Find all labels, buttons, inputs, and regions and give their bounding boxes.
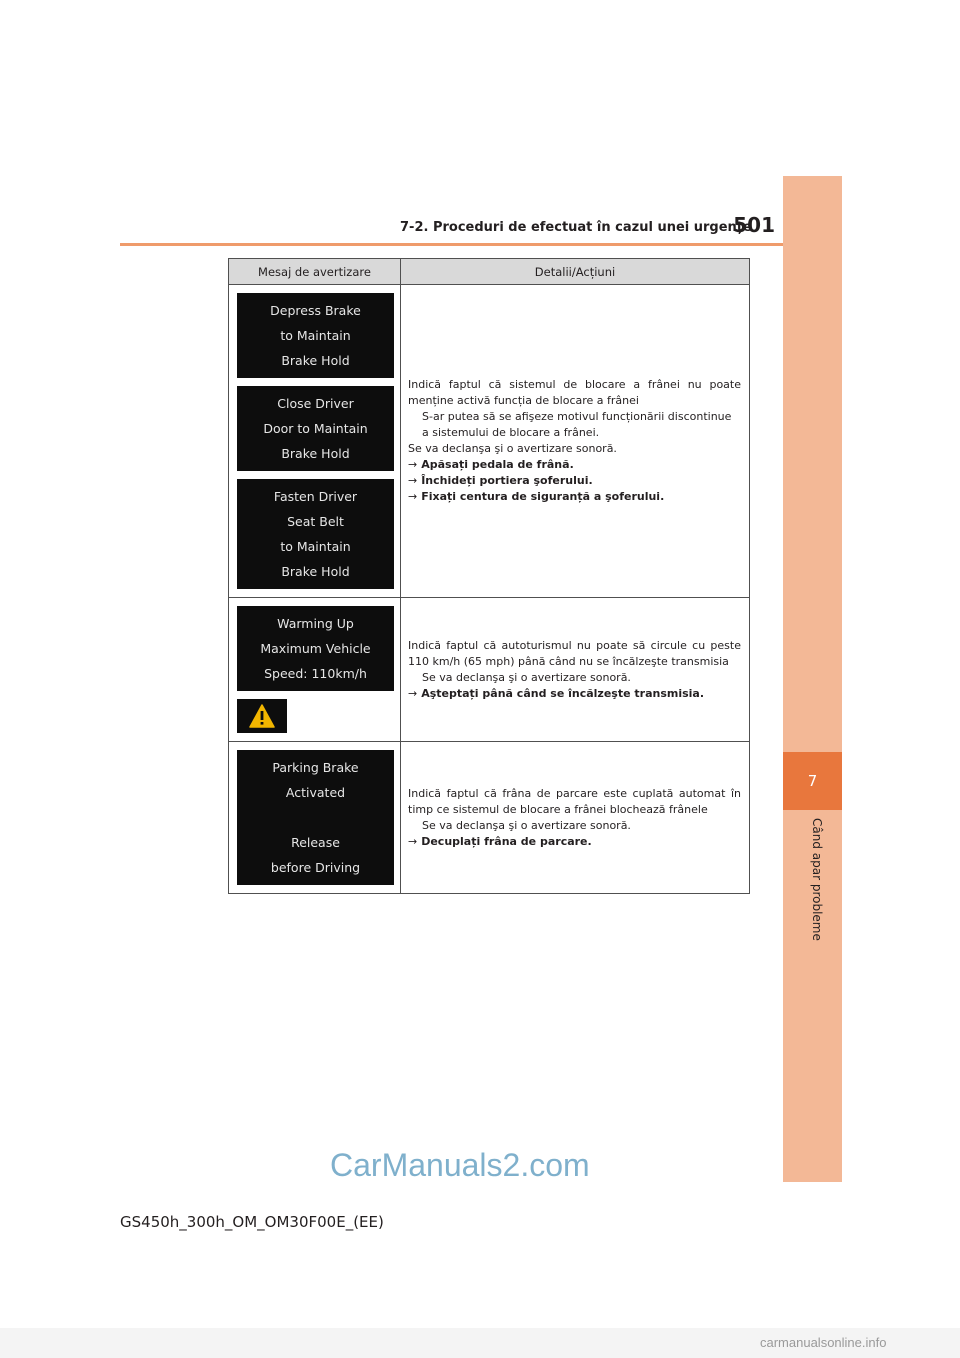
screen-line: Fasten Driver	[273, 489, 358, 504]
details-cell	[401, 742, 750, 894]
arrow-icon: →	[408, 490, 418, 503]
table-row	[229, 598, 750, 742]
note: Se va declanşa şi o avertizare sonoră.	[422, 818, 631, 832]
arrow-icon: →	[408, 686, 418, 700]
display-screen-depress-brake	[237, 293, 394, 378]
action-text: Închideți portiera şoferului.	[421, 474, 593, 487]
action-text: Apăsați pedala de frână.	[421, 458, 574, 471]
warning-message-table	[228, 258, 750, 894]
display-screen-warming-up	[237, 606, 394, 691]
description: Indică faptul că sistemul de blocare a frânei nu poate menține activă funcția de blocare a frânei	[408, 378, 741, 407]
screen-line: to Maintain	[280, 328, 351, 343]
page-number: 501	[733, 213, 775, 237]
action-item	[408, 473, 741, 489]
message-cell	[229, 598, 401, 742]
table-row	[229, 285, 750, 598]
action-item	[408, 686, 741, 702]
screen-line: Door to Maintain	[263, 421, 368, 436]
watermark-logo: CarManuals2.com	[330, 1147, 590, 1183]
screen-line: to Maintain	[280, 539, 351, 554]
message-cell	[229, 285, 401, 598]
arrow-icon: →	[408, 474, 418, 487]
table-header-row	[229, 259, 750, 285]
action-text: Fixați centura de siguranță a şoferului.	[421, 490, 665, 503]
chapter-number-tab[interactable]	[783, 752, 842, 810]
arrow-icon: →	[408, 834, 418, 848]
description: Indică faptul că autoturismul nu poate să circule cu peste 110 km/h (65 mph) până când nu se încălzeşte transmisia	[408, 638, 741, 668]
action-text: Aşteptați până când se încălzeşte transmisia.	[421, 686, 705, 700]
chapter-title: Când apar probleme	[810, 818, 824, 941]
screen-line: Seat Belt	[287, 514, 344, 529]
arrow-icon: →	[408, 458, 418, 471]
screen-line: Brake Hold	[281, 353, 350, 368]
column-header-message: Mesaj de avertizare	[229, 259, 401, 285]
display-screen-parking-brake	[237, 750, 394, 885]
description: Indică faptul că frâna de parcare este cuplată automat în timp ce sistemul de blocare a frânei blochează frânele	[408, 786, 741, 816]
chapter-side-band	[783, 176, 842, 1182]
screen-line: Maximum Vehicle	[260, 641, 371, 656]
screen-line: Brake Hold	[281, 446, 350, 461]
table-row	[229, 742, 750, 894]
screen-line: Parking Brake	[272, 760, 359, 775]
screen-line	[237, 805, 394, 830]
header-rule	[120, 243, 783, 246]
screen-line: Warming Up	[277, 616, 354, 631]
watermark-bottom-text: carmanualsonline.info	[760, 1335, 887, 1350]
footer-model-code: GS450h_300h_OM_OM30F00E_(EE)	[120, 1213, 384, 1231]
action-item	[408, 457, 741, 473]
warning-triangle-icon	[237, 699, 287, 733]
action-text: Decuplați frâna de parcare.	[421, 834, 592, 848]
note: S-ar putea să se afişeze motivul funcționării discontinue a sistemului de blocare a frânei.	[422, 410, 732, 439]
note: Se va declanşa şi o avertizare sonoră.	[408, 442, 617, 455]
display-screen-fasten-seat-belt	[237, 479, 394, 589]
note: Se va declanşa şi o avertizare sonoră.	[422, 670, 631, 684]
details-cell	[401, 598, 750, 742]
screen-line: Speed: 110km/h	[264, 666, 367, 681]
screen-line: Activated	[285, 785, 346, 800]
action-item	[408, 834, 741, 850]
screen-line: Brake Hold	[281, 564, 350, 579]
display-screen-close-driver-door	[237, 386, 394, 471]
details-cell	[401, 285, 750, 598]
screen-line: Close Driver	[277, 396, 354, 411]
section-title: 7-2. Proceduri de efectuat în cazul unei urgențe	[400, 220, 752, 235]
column-header-details: Detalii/Acțiuni	[401, 259, 750, 285]
screen-line: Release	[291, 835, 340, 850]
message-cell	[229, 742, 401, 894]
chapter-number: 7	[807, 772, 818, 790]
action-item	[408, 489, 741, 505]
screen-line: before Driving	[270, 860, 361, 875]
screen-line: Depress Brake	[270, 303, 361, 318]
